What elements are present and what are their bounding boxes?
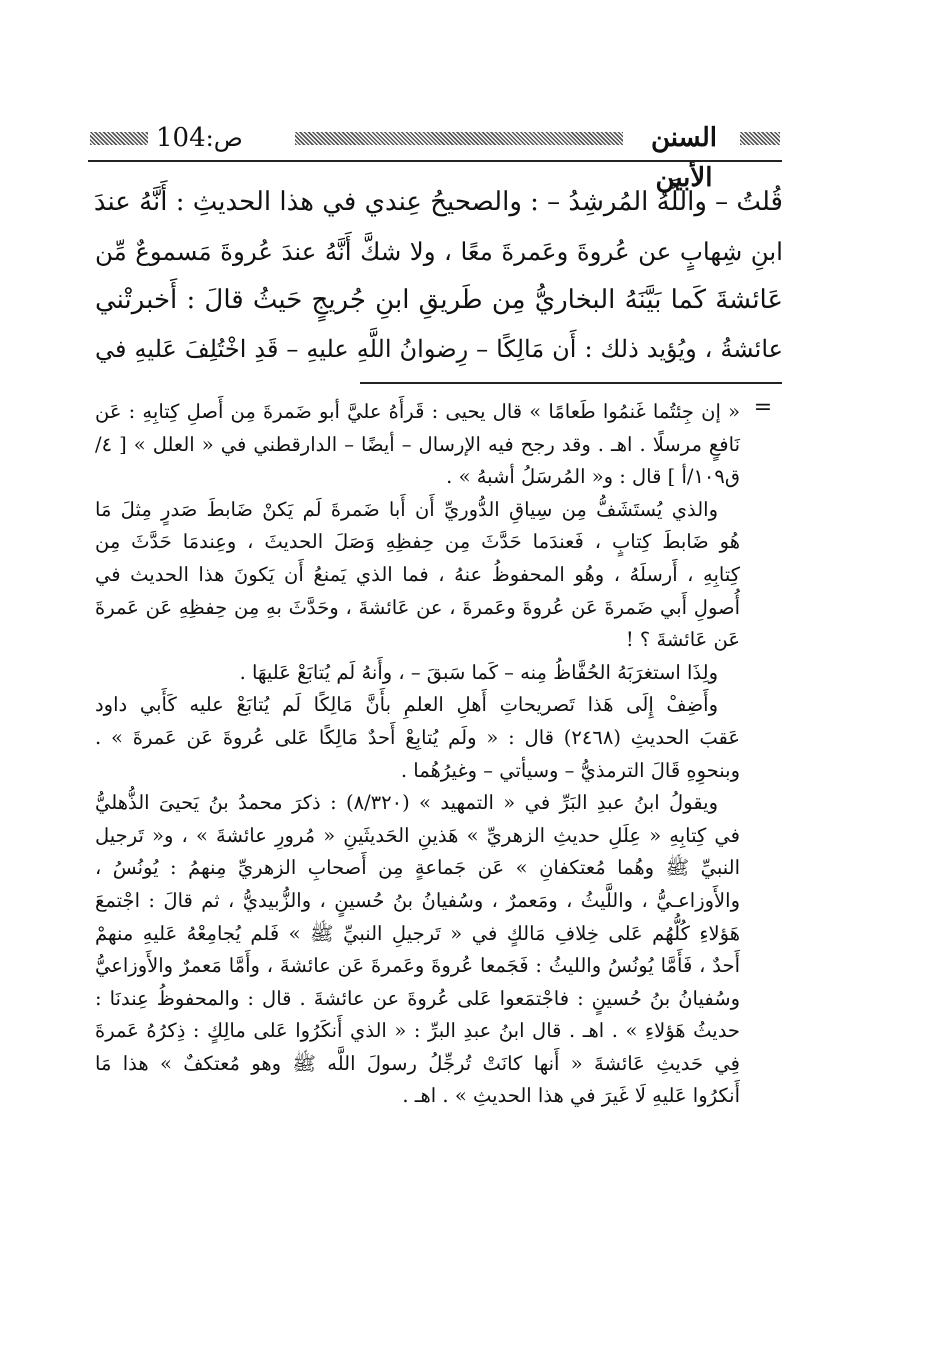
main-line-1: قُلتُ – واللَّهُ المُرشِدُ – : والصحيحُ عِندي في هذا الحديثِ : أَنَّهُ عندَ: [93, 187, 783, 217]
footnote-line: عَن عَائشةَ ؟ !: [625, 628, 740, 652]
footnote-line: « إن جِئتُما غَنمُوا طَعامًا » قال يحيى : قَرأَهُ عليَّ أبو ضَمرةَ مِن أَصلِ كِتابِهِ : عَن: [95, 400, 740, 423]
footnote-line: والذي يُستَشَفُّ مِن سِياقِ الدُّوريِّ أَن أَبا ضَمرةَ لَم يَكنْ ضَابطَ صَدرٍ مِثلَ مَا: [95, 497, 718, 521]
book-title: السنن الأبين: [651, 123, 717, 193]
footnote-line: ق١٠٩/أ ] قال : و« المُرسَلُ أشبهُ » .: [446, 465, 740, 489]
main-line-3: عَائشةَ كَما بَيَّنَهُ البخاريُّ مِن طَريقِ ابنِ جُريجٍ حَيثُ قالَ : أَخبرتْني: [95, 285, 783, 315]
footnote-separator: [360, 382, 782, 384]
page-header: [90, 118, 780, 193]
footnote-line: نَافعٍ مرسلًا . اهـ . وقد رجح فيه الإرسال – أيضًا – الدارقطني في « العلل » [ ٤/: [95, 432, 740, 456]
footnote-line: كِتابِهِ ، أَرسلَهُ ، وهُو المحفوظُ عنهُ ، فما الذي يَمنعُ أَن يَكونَ هذا الحديث في: [95, 562, 740, 586]
footnote-line: هُو ضَابطَ كِتابٍ ، فَعندَما حَدَّثَ مِن حِفظِهِ وَصَلَ الحديثَ ، وعِندمَا حَدَّثَ مِن: [95, 530, 740, 554]
footnote-line: أَنكرُوا عَليهِ لَا غَيرَ في هذا الحديثِ » . اهـ .: [402, 1084, 740, 1108]
footnote-line: حديثُ هَؤلاءِ » . اهـ . قال ابنُ عبدِ البرِّ : « الذي أَنكَرُوا عَلى مالِكٍ : ذِكرُهُ عَمرةَ: [95, 1019, 740, 1043]
header-rule: [88, 160, 782, 162]
footnote-line: النبيِّ ﷺ وهُما مُعتكفانِ » عَن جَماعةٍ مِن أَصحابِ الزهريِّ مِنهمُ : يُونُسُ ،: [95, 856, 740, 880]
main-line-2: ابنِ شِهابٍ عن عُروةَ وعَمرةَ معًا ، ولا شكَّ أَنَّهُ عندَ عُروةَ مَسموعٌ مِّن: [95, 237, 783, 266]
footnote-line: ولِذَا استغرَبَهُ الحُفَّاظُ مِنه – كَما سَبقَ – ، وأَنهُ لَم يُتابَعْ عَليهَا .: [239, 660, 718, 684]
footnote-line: أَحدٌ ، فَأَمَّا يُونُسُ والليثُ : فَجَمعا عُروةَ وعَمرةَ عَن عائشةَ ، وأَمَّا مَعمرٌ والأَوزاعيُّ: [95, 954, 740, 978]
footnotes: [95, 396, 740, 1113]
main-text: [95, 178, 783, 374]
footnote-line: وبنحوِهِ قَالَ الترمذيُّ – وسيأتي – وغيرُهُما .: [400, 758, 740, 782]
footnote-line: ويقولُ ابنُ عبدِ البَرِّ في « التمهيد » (٨/٣٢٠) : ذكرَ محمدُ بنُ يَحيىَ الذُّهليُّ: [95, 791, 718, 815]
footnote-line: والأَوزاعـيُّ ، واللَّيثُ ، ومَعمرٌ ، وسُفيانُ بنُ حُسينٍ ، والزُّبيديُّ ، ثم قالَ : اجْتمعَ: [95, 888, 740, 912]
footnote-line: وأَضِفْ إِلَى هَذا تَصريحاتِ أَهلِ العلمِ بأَنَّ مَالِكًا لَم يُتابَعْ عليه كَأَبي داود: [95, 693, 718, 717]
header-ornament-left: [90, 132, 148, 145]
footnote-line: هَؤلاءِ كُلُّهُم عَلى خِلافِ مَالكٍ في « تَرجيلِ النبيِّ ﷺ » فَلم يُجامِعْهُ عَليهِ منهمْ: [95, 921, 740, 945]
header-ornament-middle: [295, 132, 623, 145]
footnote-line: أُصولِ أَبي ضَمرةَ عَن عُروةَ وعَمرةَ ، عن عَائشةَ ، وحَدَّثَ بهِ مِن حِفظِهِ عَن عَمرةَ: [95, 595, 740, 619]
page-label: ص:: [205, 124, 243, 152]
footnote-line: عَقبَ الحديثِ (٢٤٦٨) قال : « ولَم يُتابِعْ أَحدٌ مَالِكًا عَلى عُروةَ عَن عَمرةَ » .: [95, 725, 740, 749]
footnote-line: في كِتابِهِ « عِلَلِ حديثِ الزهريِّ » هَذينِ الحَديثَينِ « مُرورِ عائشةَ » ، و« تَرجيل: [95, 823, 740, 847]
footnote-line: وسُفيانُ بنُ حُسينٍ : فاجْتمَعوا عَلى عُروةَ عن عائشةَ . قال : والمحفوظُ عِندنَا :: [95, 986, 740, 1010]
main-line-4: عائشةُ ، ويُؤيد ذلك : أَن مَالِكًا – رِضوانُ اللَّهِ عليهِ – قَدِ اخْتُلِفَ عَليهِ في: [95, 335, 783, 363]
page-number-value: 104: [156, 123, 206, 153]
header-ornament-right: [740, 132, 780, 145]
page-number: [156, 118, 243, 158]
footnote-continuation-marker: =: [753, 395, 773, 420]
footnote-line: فِي حَديثِ عَائشةَ « أَنها كانَتْ تُرجِّلُ رسولَ اللَّه ﷺ وهو مُعتكفٌ » هذا مَا: [95, 1051, 740, 1075]
